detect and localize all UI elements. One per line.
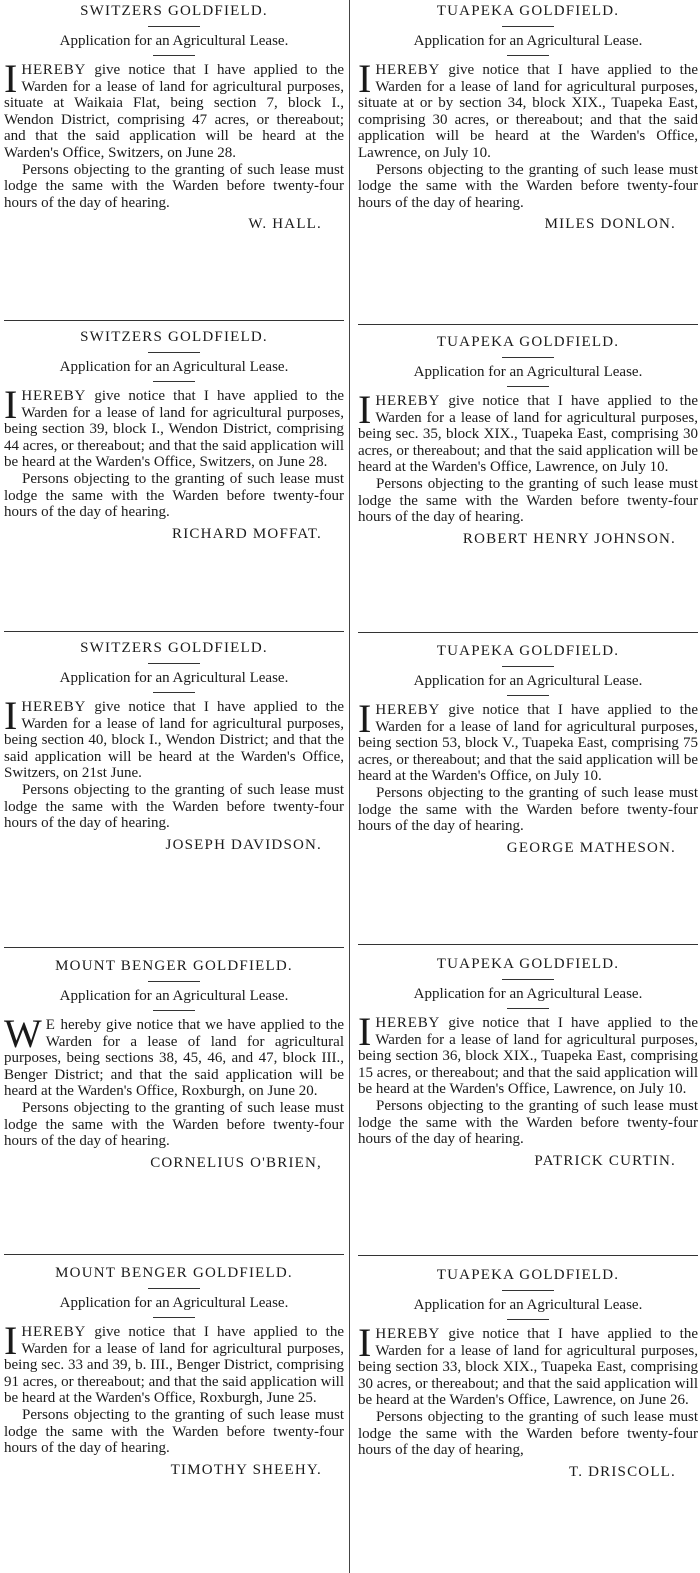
notice-body (358, 1320, 698, 1409)
objection-clause: Persons objecting to the granting of such lease must lodge the same with the Warden before twenty-four hours of the day of hearing. (4, 781, 344, 832)
heading-rule (502, 357, 554, 358)
notice-body (4, 382, 344, 471)
column-divider (349, 0, 350, 1573)
notice-subheading: Application for an Agricultural Lease. (413, 33, 643, 49)
legal-notice (358, 1264, 698, 1573)
notice-text: give notice that I have applied to the Warden for a lease of land for agricultural purposes, being sec. 33 and 39, b. III., Benger District, comprising 91 acres, or thereabout; and that the said application will be heard at the Warden's Office, Roxburgh, June 25. (4, 1324, 344, 1407)
objection-clause: Persons objecting to the granting of such lease must lodge the same with the Warden before twenty-four hours of the day of hearing. (4, 1406, 344, 1457)
notice-text: hereby give notice that we have applied to the Warden for a lease of land for agricultural purposes, being sections 38, 45, 46, and 47, block III., Benger District; and that the said application will be heard at the Warden's Office, Roxburgh, on June 20. (4, 1017, 344, 1100)
notice-subheading: Application for an Agricultural Lease. (413, 673, 643, 689)
applicant-signature: GEORGE MATHESON. (506, 839, 676, 856)
notice-subheading: Application for an Agricultural Lease. (59, 988, 289, 1004)
notice-body (4, 1011, 344, 1100)
goldfield-heading: MOUNT BENGER GOLDFIELD. (55, 1265, 293, 1281)
notice-text: give notice that I have applied to the Warden for a lease of land for agricultural purposes, being section 36, block XIX., Tuapeka East, comprising 15 acres, or thereabout; and that the said application will be heard at the Warden's Office, Lawrence, on July 10. (358, 1015, 698, 1098)
drop-cap: W (4, 1011, 42, 1056)
applicant-signature: TIMOTHY SHEEHY. (170, 1461, 322, 1478)
subheading-rule (153, 692, 195, 693)
objection-clause: Persons objecting to the granting of such lease must lodge the same with the Warden before twenty-four hours of the day of hearing. (358, 475, 698, 526)
drop-cap: I (358, 696, 372, 741)
legal-notice (358, 953, 698, 1256)
legal-notice (358, 0, 698, 325)
objection-clause: Persons objecting to the granting of such lease must lodge the same with the Warden before twenty-four hours of the day of hearing. (4, 1099, 344, 1150)
heading-rule (502, 666, 554, 667)
drop-cap: I (358, 1320, 372, 1365)
objection-clause: Persons objecting to the granting of such lease must lodge the same with the Warden before twenty-four hours of the day of hearing. (358, 784, 698, 835)
goldfield-heading: TUAPEKA GOLDFIELD. (436, 956, 620, 972)
drop-cap: I (4, 693, 18, 738)
objection-clause: Persons objecting to the granting of such lease must lodge the same with the Warden before twenty-four hours of the day of hearing. (358, 1097, 698, 1148)
opening-word: HEREBY (375, 1015, 441, 1031)
heading-rule (148, 352, 200, 353)
opening-word: HEREBY (21, 1324, 87, 1340)
notice-text: give notice that I have applied to the Warden for a lease of land for agricultural purposes, being section 39, block I., Wendon District, comprising 44 acres, or thereabout; and that the said application will be heard at the Warden's Office, Switzers, on June 28. (4, 388, 344, 471)
applicant-signature: CORNELIUS O'BRIEN, (150, 1154, 322, 1171)
legal-notice (4, 0, 344, 321)
heading-rule (502, 979, 554, 980)
opening-word: HEREBY (375, 393, 441, 409)
notice-subheading: Application for an Agricultural Lease. (59, 670, 289, 686)
goldfield-heading: TUAPEKA GOLDFIELD. (436, 643, 620, 659)
right-column (358, 0, 698, 1573)
notice-text: give notice that I have applied to the Warden for a lease of land for agricultural purposes, being section 40, block I., Wendon District; and that the said application will be heard at the Warden's Office, Switzers, on 21st June. (4, 699, 344, 782)
opening-word: HEREBY (21, 699, 87, 715)
notice-text: give notice that I have applied to the Warden for a lease of land for agricultural purposes, being section 53, block V., Tuapeka East, comprising 75 acres, or thereabout; and that the said application will be heard at the Warden's Office, on July 10. (358, 702, 698, 785)
notice-subheading: Application for an Agricultural Lease. (413, 986, 643, 1002)
notice-text: give notice that I have applied to the Warden for a lease of land for agricultural purposes, being sec. 35, block XIX., Tuapeka East, comprising 30 acres, or thereabout; and that the said application will be heard at the Warden's Office, Lawrence, on July 10. (358, 393, 698, 476)
opening-word: HEREBY (375, 702, 441, 718)
notice-text: give notice that I have applied to the Warden for a lease of land for agricultural purposes, situate at Waikaia Flat, being section 7, block I., Wendon District, comprising 47 acres, or thereabout; and that the said application will be heard at the Warden's Office, Switzers, on June 28. (4, 62, 344, 161)
opening-word: HEREBY (375, 1326, 441, 1342)
subheading-rule (153, 55, 195, 56)
legal-notice (4, 326, 344, 632)
objection-clause: Persons objecting to the granting of such lease must lodge the same with the Warden before twenty-four hours of the day of hearing, (358, 1408, 698, 1459)
applicant-signature: T. DRISCOLL. (568, 1463, 676, 1480)
applicant-signature: MILES DONLON. (544, 216, 676, 233)
subheading-rule (153, 381, 195, 382)
heading-rule (148, 26, 200, 27)
notice-text: give notice that I have applied to the Warden for a lease of land for agricultural purposes, being section 33, block XIX., Tuapeka East, comprising 30 acres, or thereabout; and that the said application will be heard at the Warden's Office, Lawrence, on June 26. (358, 1326, 698, 1409)
legal-notice (4, 1262, 344, 1573)
notice-subheading: Application for an Agricultural Lease. (59, 33, 289, 49)
subheading-rule (153, 1317, 195, 1318)
objection-clause: Persons objecting to the granting of such lease must lodge the same with the Warden before twenty-four hours of the day of hearing. (4, 470, 344, 521)
notice-subheading: Application for an Agricultural Lease. (413, 1297, 643, 1313)
legal-notice (4, 955, 344, 1255)
notice-body (4, 1318, 344, 1407)
goldfield-heading: TUAPEKA GOLDFIELD. (436, 1267, 620, 1283)
legal-notice (358, 331, 698, 633)
applicant-signature: W. HALL. (248, 216, 322, 233)
drop-cap: I (358, 1009, 372, 1054)
heading-rule (148, 663, 200, 664)
opening-word: HEREBY (21, 388, 87, 404)
goldfield-heading: TUAPEKA GOLDFIELD. (436, 334, 620, 350)
heading-rule (502, 26, 554, 27)
applicant-signature: PATRICK CURTIN. (534, 1152, 676, 1169)
applicant-signature: RICHARD MOFFAT. (172, 525, 322, 542)
opening-word: HEREBY (21, 62, 87, 78)
notice-body (358, 1009, 698, 1098)
opening-word: E (45, 1017, 56, 1033)
notice-body (358, 56, 698, 162)
drop-cap: I (358, 387, 372, 432)
goldfield-heading: TUAPEKA GOLDFIELD. (436, 3, 620, 19)
opening-word: HEREBY (375, 62, 441, 78)
subheading-rule (507, 55, 549, 56)
goldfield-heading: SWITZERS GOLDFIELD. (80, 329, 268, 345)
subheading-rule (507, 1008, 549, 1009)
objection-clause: Persons objecting to the granting of such lease must lodge the same with the Warden before twenty-four hours of the day of hearing. (4, 161, 344, 211)
subheading-rule (507, 695, 549, 696)
heading-rule (148, 981, 200, 982)
notice-subheading: Application for an Agricultural Lease. (59, 359, 289, 375)
notice-text: give notice that I have applied to the Warden for a lease of land for agricultural purposes, situate at or by section 34, block XIX., Tuapeka East, comprising 30 acres, or thereabout; and that the said application will be heard at the Warden's Office, Lawrence, on July 10. (358, 62, 698, 161)
subheading-rule (507, 386, 549, 387)
goldfield-heading: SWITZERS GOLDFIELD. (80, 3, 268, 19)
notice-body (4, 56, 344, 162)
notice-body (358, 696, 698, 785)
heading-rule (502, 1290, 554, 1291)
drop-cap: I (358, 56, 372, 101)
goldfield-heading: MOUNT BENGER GOLDFIELD. (55, 958, 293, 974)
drop-cap: I (4, 56, 18, 101)
subheading-rule (507, 1319, 549, 1320)
drop-cap: I (4, 382, 18, 427)
applicant-signature: ROBERT HENRY JOHNSON. (462, 530, 676, 547)
objection-clause: Persons objecting to the granting of such lease must lodge the same with the Warden before twenty-four hours of the day of hearing. (358, 161, 698, 211)
drop-cap: I (4, 1318, 18, 1363)
left-column (4, 0, 344, 1573)
goldfield-heading: SWITZERS GOLDFIELD. (80, 640, 268, 656)
notice-subheading: Application for an Agricultural Lease. (413, 364, 643, 380)
subheading-rule (153, 1010, 195, 1011)
legal-notice (4, 637, 344, 948)
applicant-signature: JOSEPH DAVIDSON. (165, 836, 322, 853)
heading-rule (148, 1288, 200, 1289)
legal-notice (358, 640, 698, 945)
notice-body (4, 693, 344, 782)
notice-body (358, 387, 698, 476)
notice-subheading: Application for an Agricultural Lease. (59, 1295, 289, 1311)
